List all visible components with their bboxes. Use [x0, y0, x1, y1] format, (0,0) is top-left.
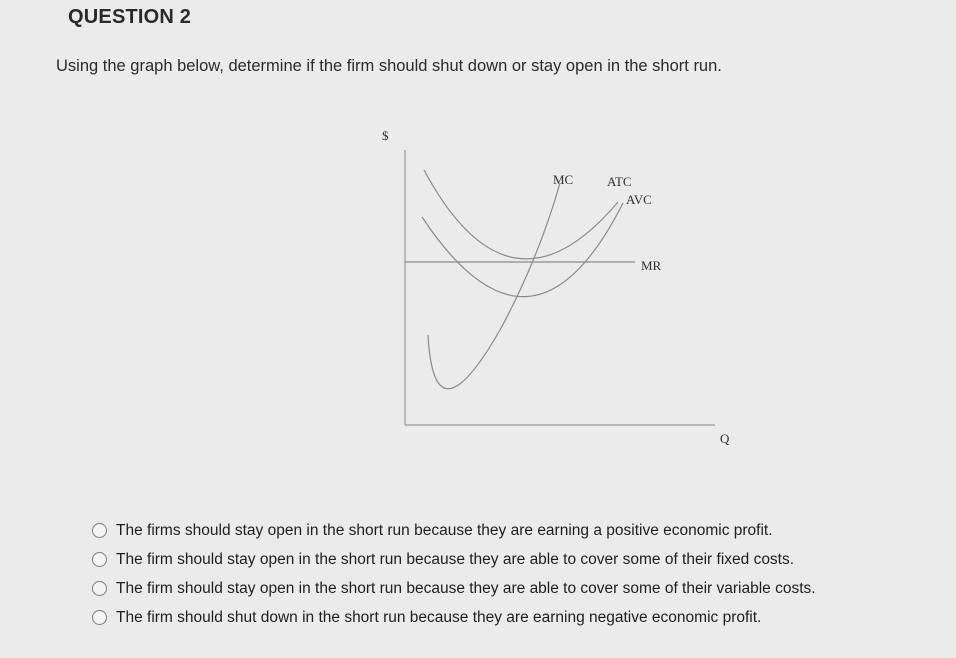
- cost-curves-svg: [360, 115, 760, 460]
- cost-curves-graph: [360, 115, 760, 460]
- answer-option-label: The firm should shut down in the short run because they are earning negative economic profit.: [116, 608, 762, 626]
- question-title: QUESTION 2: [68, 6, 192, 28]
- radio-button[interactable]: [92, 552, 107, 567]
- answer-option-2[interactable]: [92, 545, 816, 574]
- radio-button[interactable]: [92, 581, 107, 596]
- answer-option-1[interactable]: [92, 516, 816, 545]
- mr-label: MR: [641, 258, 662, 273]
- radio-button[interactable]: [92, 610, 107, 625]
- answer-option-3[interactable]: [92, 574, 816, 603]
- atc-label: ATC: [607, 174, 632, 189]
- avc-curve: [422, 203, 623, 297]
- y-axis-label: $: [382, 128, 389, 143]
- radio-button[interactable]: [92, 523, 107, 538]
- x-axis-label: Q: [720, 431, 730, 446]
- answer-option-label: The firm should stay open in the short run because they are able to cover some of their fixed costs.: [116, 550, 795, 568]
- answer-option-4[interactable]: [92, 603, 816, 632]
- avc-label: AVC: [626, 192, 652, 207]
- mc-label: MC: [553, 172, 574, 187]
- atc-curve: [424, 170, 618, 259]
- question-prompt: Using the graph below, determine if the firm should shut down or stay open in the short run.: [56, 57, 722, 75]
- answer-options: [92, 516, 816, 632]
- answer-option-label: The firm should stay open in the short run because they are able to cover some of their variable costs.: [116, 579, 816, 597]
- answer-option-label: The firms should stay open in the short run because they are earning a positive economic profit.: [116, 521, 773, 539]
- mc-curve: [428, 183, 560, 389]
